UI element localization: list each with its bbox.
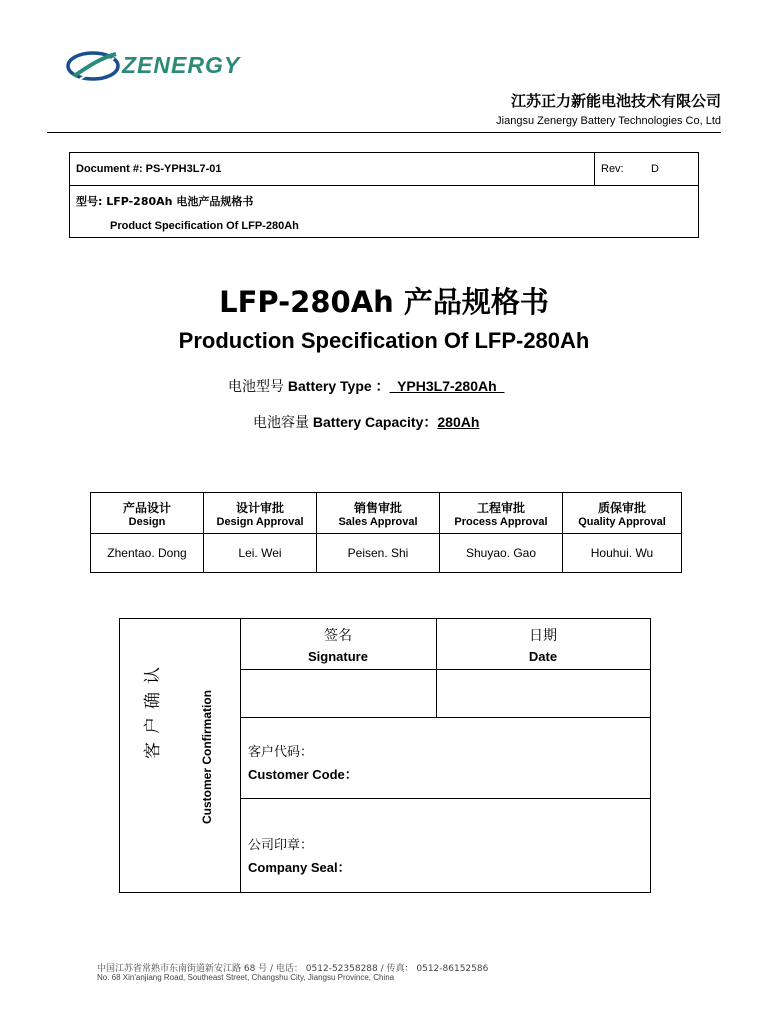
signature-label-en: Signature xyxy=(308,649,368,664)
rev-label: Rev: xyxy=(601,163,624,175)
header-cn: 工程审批 xyxy=(476,500,525,515)
page-subtitle: Production Specification Of LFP-280Ah xyxy=(178,328,590,353)
header-en: Design xyxy=(128,515,166,528)
approval-header-row xyxy=(91,493,682,534)
rev-separator xyxy=(594,153,595,185)
footer-address-en: No. 68 Xin'anjiang Road, Southeast Street, Changshu City, Jiangsu Province, China xyxy=(97,973,395,982)
battery-type-label-en: Battery Type ： xyxy=(284,378,390,394)
date-header xyxy=(436,625,650,664)
header-cn: 销售审批 xyxy=(353,500,402,515)
rev-value: D xyxy=(651,163,659,175)
company-name-en: Jiangsu Zenergy Battery Technologies Co, Ltd xyxy=(496,115,721,127)
approval-header-cell xyxy=(204,493,317,534)
confirmation-row-divider xyxy=(240,669,650,670)
approval-values-row xyxy=(91,534,682,573)
customer-confirmation-box xyxy=(119,618,651,893)
customer-confirmation-label-cn: 客户确认 xyxy=(143,659,163,759)
customer-code-label-cn: 客户代码： xyxy=(248,745,314,760)
approval-table xyxy=(90,492,682,573)
spec-line: Product Specification Of LFP-280Ah xyxy=(110,220,299,232)
header-en: Quality Approval xyxy=(578,515,666,528)
approval-header-cell xyxy=(563,493,682,534)
date-label-en: Date xyxy=(528,649,558,664)
approval-value-cell: Houhui. Wu xyxy=(563,534,682,573)
approval-value-cell: Peisen. Shi xyxy=(317,534,440,573)
signature-label-cn: 签名 xyxy=(324,628,352,644)
approval-header-cell xyxy=(317,493,440,534)
company-seal-label-cn: 公司印章： xyxy=(248,838,314,853)
document-info-box xyxy=(69,152,699,238)
battery-capacity-value: 280Ah xyxy=(437,414,480,430)
customer-code-label-en: Customer Code： xyxy=(248,767,358,782)
company-name-cn: 江苏正力新能电池技术有限公司 xyxy=(510,92,721,110)
header-en: Design Approval xyxy=(216,515,304,528)
header-divider xyxy=(47,132,721,133)
header-cn: 产品设计 xyxy=(122,500,171,515)
approval-value-cell: Lei. Wei xyxy=(204,534,317,573)
battery-type-line xyxy=(228,376,504,396)
customer-code-field xyxy=(248,742,358,786)
approval-value-cell: Zhentao. Dong xyxy=(91,534,204,573)
battery-capacity-line xyxy=(253,412,479,432)
header-cn: 设计审批 xyxy=(235,500,284,515)
battery-type-value: YPH3L7-280Ah xyxy=(389,378,505,394)
signature-header xyxy=(240,625,436,664)
model-line: 型号: LFP-280Ah 电池产品规格书 xyxy=(76,195,254,208)
approval-value-cell: Shuyao. Gao xyxy=(440,534,563,573)
header-cn: 质保审批 xyxy=(597,500,646,515)
header-en: Process Approval xyxy=(454,515,548,528)
footer-address-cn: 中国江苏省常熟市东南街道新安江路 68 号 / 电话： 0512-52358288 / 传真： 0512-86152586 xyxy=(97,964,489,974)
logo-wordmark: ZENERGY xyxy=(122,52,241,78)
page-title: LFP-280Ah 产品规格书 xyxy=(219,285,549,319)
battery-capacity-label-en: Battery Capacity： xyxy=(309,414,438,430)
company-seal-label-en: Company Seal： xyxy=(248,860,351,875)
approval-header-cell xyxy=(91,493,204,534)
approval-header-cell xyxy=(440,493,563,534)
confirmation-row-divider xyxy=(240,717,650,718)
header-en: Sales Approval xyxy=(338,515,418,528)
battery-type-label-cn: 电池型号 xyxy=(228,379,284,395)
battery-capacity-label-cn: 电池容量 xyxy=(253,415,309,431)
date-label-cn: 日期 xyxy=(529,628,557,644)
company-seal-field xyxy=(248,835,351,879)
document-number: Document #: PS-YPH3L7-01 xyxy=(76,163,222,175)
customer-confirmation-label-en: Customer Confirmation xyxy=(200,689,214,824)
confirmation-row-divider xyxy=(240,798,650,799)
